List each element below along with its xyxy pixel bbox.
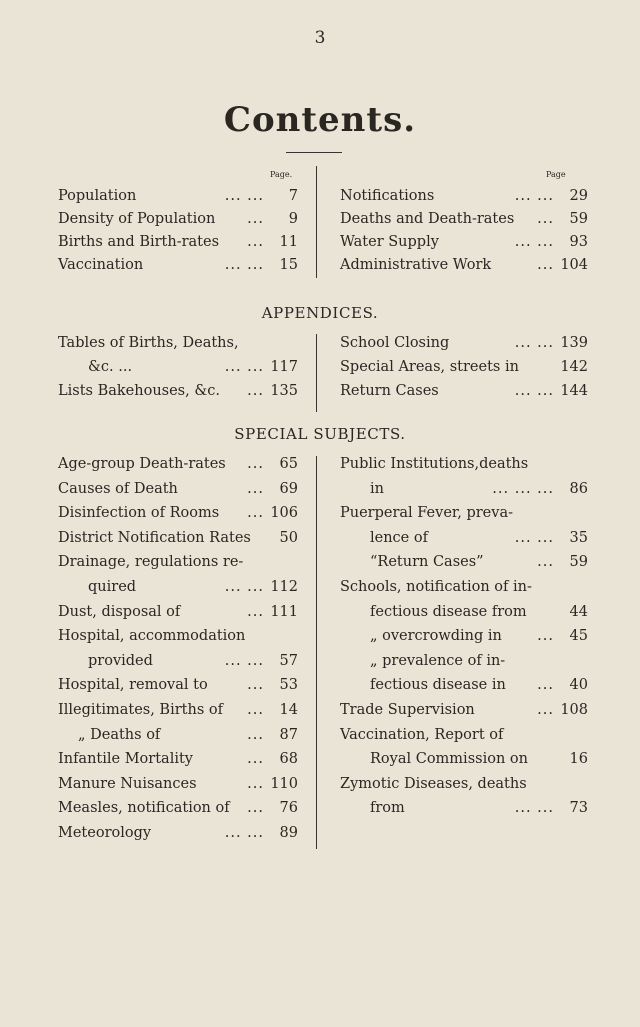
toc-entry bbox=[340, 554, 588, 579]
toc-entry-label: Disinfection of Rooms bbox=[58, 505, 220, 522]
page-title: Contents. bbox=[223, 100, 417, 140]
toc-entry-leader: ... ... bbox=[514, 335, 554, 351]
toc-entry bbox=[58, 257, 298, 280]
toc-entry-leader: ... ... bbox=[224, 652, 264, 669]
toc-entry-label: Drainage, regulations re- bbox=[58, 554, 244, 571]
toc-entry bbox=[58, 604, 298, 629]
toc-entry bbox=[58, 359, 298, 383]
toc-entry-page: 93 bbox=[569, 234, 588, 250]
column-divider bbox=[316, 456, 317, 849]
toc-entry bbox=[58, 702, 298, 727]
toc-entry-leader: ... ... bbox=[514, 188, 554, 204]
toc-entry-page: 108 bbox=[560, 701, 588, 718]
toc-entry-page: 9 bbox=[288, 211, 298, 227]
toc-entry-label: Deaths and Death-rates bbox=[340, 211, 515, 227]
toc-entry bbox=[340, 481, 588, 506]
toc-entry-leader: ... bbox=[247, 677, 264, 694]
toc-entry bbox=[58, 530, 298, 555]
toc-entry-page: 87 bbox=[279, 726, 298, 743]
toc-entry-label: Zymotic Diseases, deaths bbox=[340, 775, 527, 792]
toc-entry bbox=[58, 211, 298, 234]
toc-entry-page: 139 bbox=[560, 335, 588, 351]
toc-entry-label: Trade Supervision bbox=[340, 701, 475, 718]
toc-entry bbox=[58, 751, 298, 776]
toc-entry bbox=[58, 383, 298, 407]
toc-entry-page: 76 bbox=[279, 800, 298, 817]
toc-entry bbox=[58, 776, 298, 801]
toc-entry bbox=[58, 579, 298, 604]
toc-entry-page: 59 bbox=[569, 554, 588, 571]
toc-entry-label: Lists Bakehouses, &c. bbox=[58, 383, 220, 399]
toc-entry bbox=[340, 257, 588, 280]
toc-entry-label: Administrative Work bbox=[340, 257, 492, 273]
toc-entry-page: 57 bbox=[279, 652, 298, 669]
toc-entry-page: 117 bbox=[270, 359, 298, 375]
toc-entry bbox=[340, 727, 588, 752]
toc-entry-leader: ... ... bbox=[514, 529, 554, 546]
toc-entry-label: Measles, notification of bbox=[58, 800, 230, 817]
toc-entry-leader: ... bbox=[247, 456, 264, 472]
column-divider bbox=[316, 166, 317, 278]
toc-entry-page: 65 bbox=[279, 456, 298, 472]
toc-entry bbox=[58, 628, 298, 653]
title-divider bbox=[286, 152, 342, 153]
appendices-list-left bbox=[58, 335, 298, 407]
special-subjects-list-right bbox=[340, 456, 588, 825]
toc-entry bbox=[58, 554, 298, 579]
toc-entry-label: Notifications bbox=[340, 188, 435, 204]
toc-entry bbox=[340, 456, 588, 481]
toc-entry-leader: ... bbox=[247, 211, 264, 227]
toc-entry-label: Water Supply bbox=[340, 234, 439, 250]
special-subjects-list-left bbox=[58, 456, 298, 850]
toc-entry bbox=[340, 776, 588, 801]
toc-entry bbox=[340, 335, 588, 359]
toc-entry-label: Hospital, removal to bbox=[58, 677, 208, 694]
toc-entry-leader: ... ... bbox=[224, 257, 264, 273]
toc-entry-leader: ... bbox=[537, 628, 554, 645]
toc-entry-page: 45 bbox=[569, 628, 588, 645]
page-number: 3 bbox=[314, 28, 326, 48]
toc-entry-page: 144 bbox=[560, 383, 588, 399]
toc-entry-label: lence of bbox=[370, 529, 428, 546]
toc-entry bbox=[58, 505, 298, 530]
toc-entry-label: “Return Cases” bbox=[370, 554, 484, 571]
toc-entry bbox=[58, 456, 298, 481]
toc-entry-page: 29 bbox=[569, 188, 588, 204]
toc-entry-leader: ... ... bbox=[224, 188, 264, 204]
toc-entry-leader: ... ... bbox=[514, 800, 554, 817]
appendices-list-right bbox=[340, 335, 588, 407]
toc-entry-page: 69 bbox=[279, 480, 298, 497]
toc-entry bbox=[340, 579, 588, 604]
toc-entry-label: from bbox=[370, 800, 405, 817]
toc-entry-label: fectious disease from bbox=[370, 603, 527, 620]
toc-entry bbox=[340, 653, 588, 678]
toc-entry-page: 35 bbox=[569, 529, 588, 546]
toc-entry-label: „ overcrowding in bbox=[370, 628, 502, 645]
toc-entry-label: Tables of Births, Deaths, bbox=[58, 335, 239, 351]
toc-entry bbox=[340, 604, 588, 629]
toc-entry bbox=[340, 751, 588, 776]
toc-entry-leader: ... bbox=[247, 701, 264, 718]
toc-entry bbox=[58, 677, 298, 702]
toc-entry-label: Density of Population bbox=[58, 211, 216, 227]
toc-entry-label: „ prevalence of in- bbox=[370, 652, 506, 669]
toc-entry bbox=[340, 800, 588, 825]
toc-entry-page: 106 bbox=[270, 505, 298, 522]
toc-entry-leader: ... ... bbox=[224, 824, 264, 841]
toc-entry-page: 16 bbox=[569, 751, 588, 768]
toc-entry-label: Special Areas, streets in bbox=[340, 359, 519, 375]
toc-entry-label: Vaccination, Report of bbox=[340, 726, 504, 743]
toc-entry-label: Births and Birth-rates bbox=[58, 234, 220, 250]
toc-entry-label: Hospital, accommodation bbox=[58, 628, 246, 645]
toc-entry bbox=[58, 481, 298, 506]
toc-entry-page: 110 bbox=[270, 775, 298, 792]
toc-entry-label: School Closing bbox=[340, 335, 450, 351]
toc-entry-leader: ... bbox=[247, 775, 264, 792]
toc-entry-label: District Notification Rates bbox=[58, 529, 251, 546]
toc-entry-label: Meteorology bbox=[58, 824, 152, 841]
toc-entry bbox=[58, 653, 298, 678]
toc-entry-leader: ... bbox=[247, 800, 264, 817]
toc-entry-leader: ... bbox=[537, 257, 554, 273]
toc-entry bbox=[340, 628, 588, 653]
toc-entry-label: Public Institutions,deaths bbox=[340, 456, 529, 472]
toc-entry-label: Age-group Death-rates bbox=[58, 456, 226, 472]
toc-entry-label: Infantile Mortality bbox=[58, 751, 193, 768]
toc-entry bbox=[340, 702, 588, 727]
toc-entry bbox=[58, 727, 298, 752]
toc-entry-label: Population bbox=[58, 188, 137, 204]
toc-entry-page: 111 bbox=[270, 603, 298, 620]
special-subjects-heading: SPECIAL SUBJECTS. bbox=[234, 425, 406, 443]
toc-entry-leader: ... bbox=[247, 603, 264, 620]
page-column-label-left: Page. bbox=[270, 170, 293, 179]
toc-entry-leader: ... bbox=[537, 677, 554, 694]
toc-entry-label: Dust, disposal of bbox=[58, 603, 181, 620]
toc-entry-label: Return Cases bbox=[340, 383, 439, 399]
toc-entry-leader: ... bbox=[247, 505, 264, 522]
toc-entry-page: 135 bbox=[270, 383, 298, 399]
toc-entry bbox=[340, 234, 588, 257]
contents-list-right bbox=[340, 188, 588, 280]
toc-entry bbox=[58, 825, 298, 850]
toc-entry bbox=[340, 211, 588, 234]
toc-entry-label: provided bbox=[88, 652, 153, 669]
toc-entry bbox=[58, 188, 298, 211]
toc-entry bbox=[58, 800, 298, 825]
toc-entry-label: quired bbox=[88, 578, 137, 595]
page-column-label-right: Page bbox=[546, 170, 566, 179]
toc-entry-leader: ... bbox=[247, 234, 264, 250]
toc-entry-page: 112 bbox=[270, 578, 298, 595]
toc-entry bbox=[340, 359, 588, 383]
contents-list-left bbox=[58, 188, 298, 280]
toc-entry-leader: ... ... bbox=[514, 234, 554, 250]
toc-entry-leader: ... ... bbox=[224, 359, 264, 375]
toc-entry bbox=[340, 530, 588, 555]
toc-entry-label: Illegitimates, Births of bbox=[58, 701, 223, 718]
toc-entry bbox=[340, 505, 588, 530]
toc-entry-page: 14 bbox=[279, 701, 298, 718]
toc-entry-page: 89 bbox=[279, 824, 298, 841]
toc-entry-label: „ Deaths of bbox=[78, 726, 161, 743]
toc-entry-leader: ... bbox=[537, 211, 554, 227]
toc-entry-label: Causes of Death bbox=[58, 480, 178, 497]
toc-entry-page: 44 bbox=[569, 603, 588, 620]
toc-entry bbox=[340, 188, 588, 211]
toc-entry-leader: ... bbox=[247, 726, 264, 743]
toc-entry-page: 50 bbox=[279, 529, 298, 546]
toc-entry-leader: ... ... bbox=[224, 578, 264, 595]
toc-entry-label: in bbox=[370, 480, 384, 497]
toc-entry-page: 86 bbox=[569, 480, 588, 497]
toc-entry-label: Manure Nuisances bbox=[58, 775, 197, 792]
toc-entry-label: fectious disease in bbox=[370, 677, 506, 694]
toc-entry-page: 104 bbox=[560, 257, 588, 273]
appendices-heading: APPENDICES. bbox=[261, 304, 379, 322]
toc-entry-page: 142 bbox=[560, 359, 588, 375]
toc-entry-page: 53 bbox=[279, 677, 298, 694]
toc-entry-page: 11 bbox=[279, 234, 298, 250]
toc-entry-page: 73 bbox=[569, 800, 588, 817]
toc-entry-page: 15 bbox=[279, 257, 298, 273]
toc-entry-leader: ... bbox=[537, 701, 554, 718]
toc-entry-page: 40 bbox=[569, 677, 588, 694]
toc-entry bbox=[58, 335, 298, 359]
toc-entry-leader: ... bbox=[247, 480, 264, 497]
toc-entry-page: 7 bbox=[288, 188, 298, 204]
toc-entry-label: Puerperal Fever, preva- bbox=[340, 505, 514, 522]
toc-entry bbox=[340, 383, 588, 407]
toc-entry-label: Vaccination bbox=[58, 257, 144, 273]
toc-entry-leader: ... bbox=[537, 554, 554, 571]
toc-entry-page: 59 bbox=[569, 211, 588, 227]
toc-entry-label: Royal Commission on bbox=[370, 751, 528, 768]
toc-entry-label: &c. ... bbox=[88, 359, 133, 375]
toc-entry-label: Schools, notification of in- bbox=[340, 578, 532, 595]
column-divider bbox=[316, 334, 317, 412]
toc-entry-page: 68 bbox=[279, 751, 298, 768]
toc-entry bbox=[340, 677, 588, 702]
toc-entry bbox=[58, 234, 298, 257]
toc-entry-leader: ... ... ... bbox=[492, 480, 554, 497]
toc-entry-leader: ... ... bbox=[514, 383, 554, 399]
toc-entry-leader: ... bbox=[247, 751, 264, 768]
toc-entry-leader: ... bbox=[247, 383, 264, 399]
